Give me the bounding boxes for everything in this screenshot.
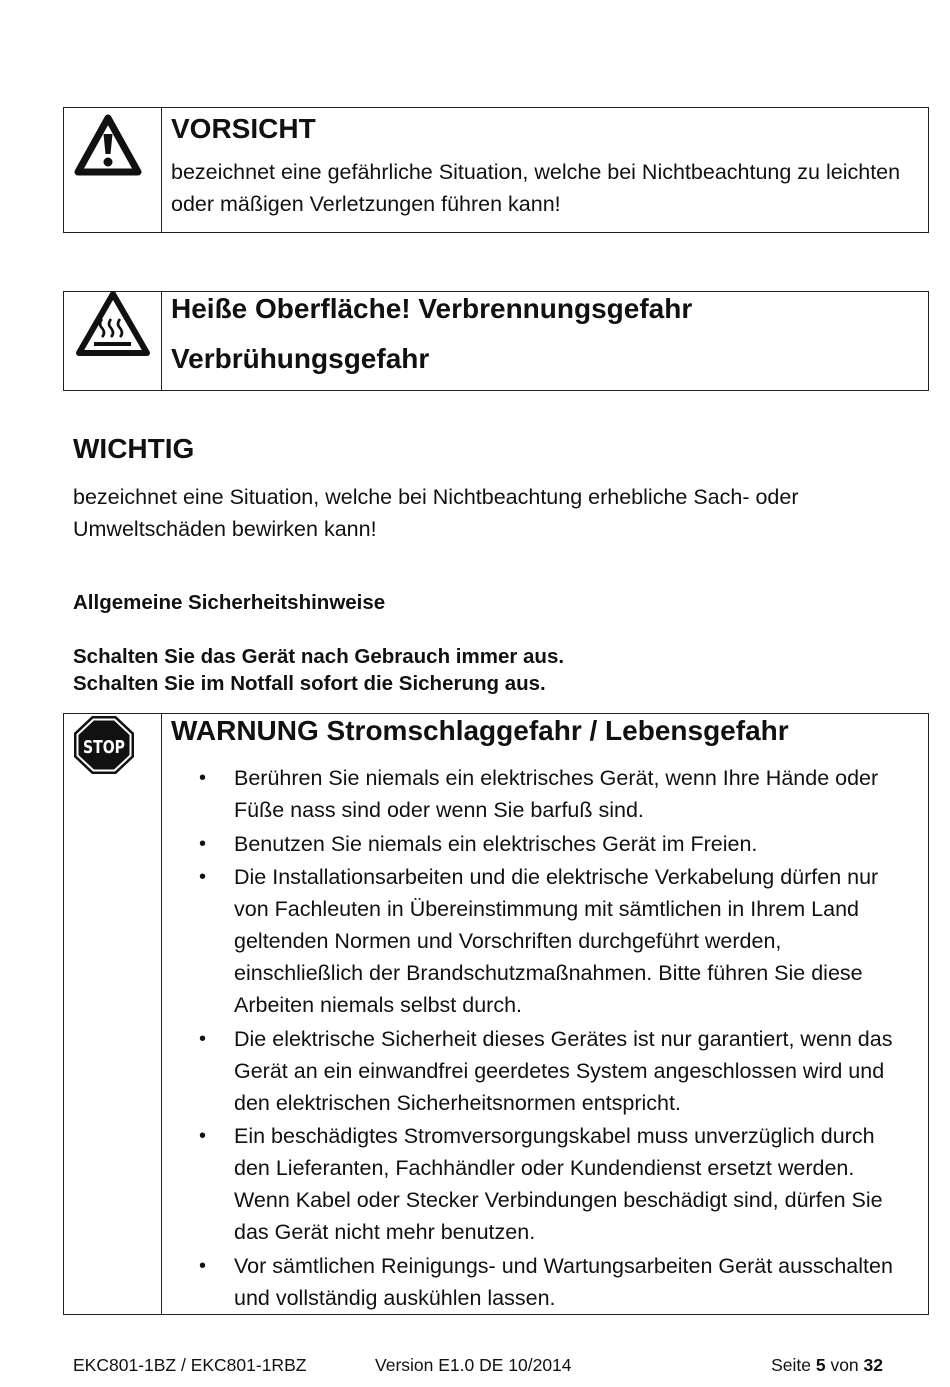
warning-list xyxy=(171,762,911,1315)
stop-sign-label: STOP xyxy=(83,737,125,758)
footer-page-current: 5 xyxy=(815,1355,826,1375)
bullet-icon: • xyxy=(199,767,207,789)
list-item xyxy=(171,828,911,860)
list-item xyxy=(171,762,911,826)
bullet-icon: • xyxy=(199,866,207,888)
list-item-text: Berühren Sie niemals ein elektrisches Gerät, wenn Ihre Hände oder Füße nass sind oder wenn Sie barfuß sind. xyxy=(234,766,879,822)
footer-page-mid: von xyxy=(825,1355,864,1375)
bullet-icon: • xyxy=(199,832,207,855)
footer-page-number xyxy=(771,1355,883,1376)
instruction-switch-off: Schalten Sie das Gerät nach Gebrauch immer aus. xyxy=(73,645,565,668)
footer-page-prefix: Seite xyxy=(771,1355,816,1375)
list-item xyxy=(171,861,911,1021)
instruction-emergency: Schalten Sie im Notfall sofort die Sicherung aus. xyxy=(73,672,546,695)
scalding-title: Verbrühungsgefahr xyxy=(171,343,430,374)
page-footer xyxy=(73,1355,883,1379)
hot-surface-title: Heiße Oberfläche! Verbrennungsgefahr xyxy=(171,293,693,324)
caution-title: VORSICHT xyxy=(171,113,316,144)
list-item-text: Die elektrische Sicherheit dieses Gerätes ist nur garantiert, wenn das Gerät an ein einwandfrei geerdetes System angeschlossen wird und den elektrischen Sicherheitsnormen entspricht. xyxy=(234,1026,893,1115)
important-heading: WICHTIG xyxy=(73,433,195,464)
footer-model: EKC801-1BZ / EKC801-1RBZ xyxy=(73,1355,307,1375)
hot-surface-icon-cell xyxy=(64,292,162,390)
bullet-icon: • xyxy=(199,1027,207,1050)
list-item-text: Ein beschädigtes Stromversorgungskabel muss unverzüglich durch den Lieferanten, Fachhändler oder Kundendienst ersetzt werden. Wenn Kabel oder Stecker Verbindungen beschädigt sind, dürfen Sie das Gerät nicht mehr benutzen. xyxy=(234,1124,883,1244)
important-text: bezeichnet eine Situation, welche bei Nichtbeachtung erhebliche Sach- oder Umweltschäden bewirken kann! xyxy=(73,485,799,541)
caution-text: bezeichnet eine gefährliche Situation, welche bei Nichtbeachtung zu leichten oder mäßigen Verletzungen führen kann! xyxy=(171,160,901,216)
stop-sign-icon xyxy=(73,715,135,775)
warning-box xyxy=(63,713,929,1315)
list-item-text: Vor sämtlichen Reinigungs- und Wartungsarbeiten Gerät ausschalten und vollständig auskühlen lassen. xyxy=(234,1253,893,1310)
warning-icon-cell xyxy=(64,714,162,1314)
hot-surface-box xyxy=(63,291,929,391)
list-item xyxy=(171,1120,911,1248)
hot-surface-icon xyxy=(75,289,151,359)
list-item-text: Die Installationsarbeiten und die elektrische Verkabelung dürfen nur von Fachleuten in Übereinstimmung mit sämtlichen in Ihrem Land geltenden Normen und Vorschriften durchgeführt werden, einschließlich der Brandschutzmaßnahmen. Bitte führen Sie diese Arbeiten niemals selbst durch. xyxy=(234,865,879,1017)
warning-title: WARNUNG Stromschlaggefahr / Lebensgefahr xyxy=(171,715,789,746)
caution-icon-cell xyxy=(64,108,162,232)
caution-box xyxy=(63,107,929,233)
bullet-icon: • xyxy=(199,1254,207,1277)
list-item xyxy=(171,1250,911,1314)
warning-triangle-icon xyxy=(74,114,142,176)
footer-version: Version E1.0 DE 10/2014 xyxy=(375,1355,572,1375)
list-item xyxy=(171,1023,911,1119)
general-safety-heading: Allgemeine Sicherheitshinweise xyxy=(73,591,386,614)
bullet-icon: • xyxy=(199,1125,207,1147)
list-item-text: Benutzen Sie niemals ein elektrisches Gerät im Freien. xyxy=(234,831,758,856)
footer-page-total: 32 xyxy=(863,1355,883,1375)
